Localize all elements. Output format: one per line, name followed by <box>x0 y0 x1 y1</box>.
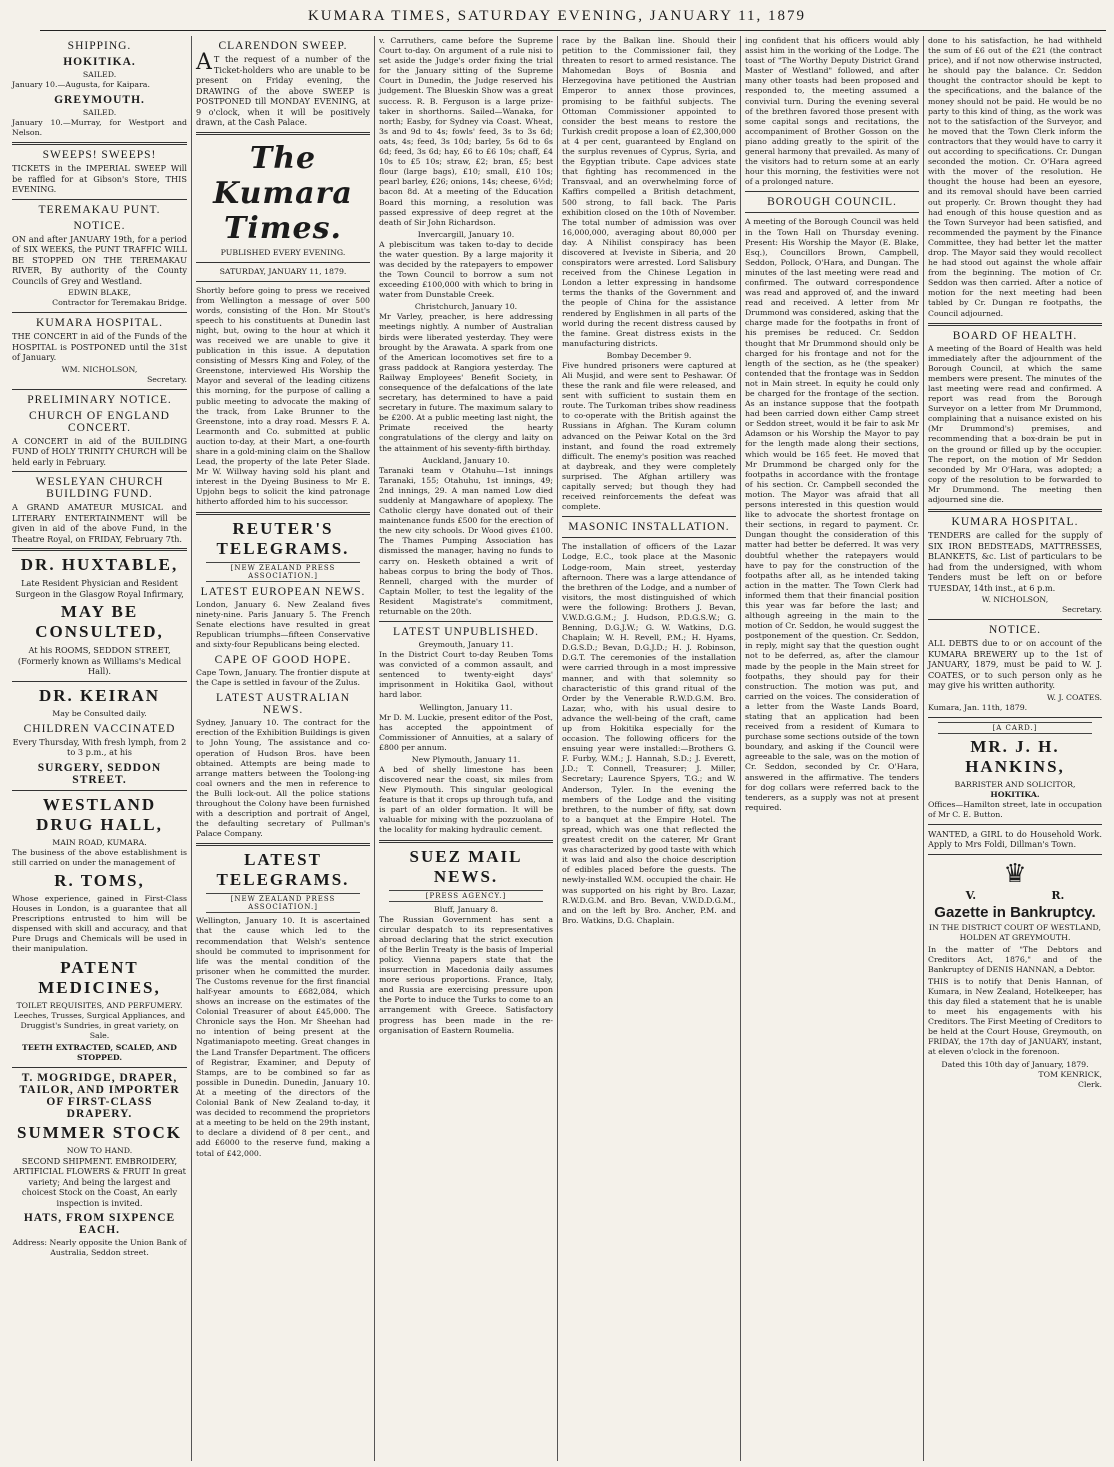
hospital-heading: KUMARA HOSPITAL. <box>36 317 163 330</box>
patent-subheading: TOILET REQUISITES, AND PERFUMERY. <box>16 1000 183 1010</box>
press-agency: [PRESS AGENCY.] <box>389 890 543 902</box>
mogridge-heading: T. MOGRIDGE, DRAPER, TAILOR, AND IMPORTER OF FIRST-CLASS DRAPERY. <box>19 1071 180 1120</box>
royal-crest-icon: ♛ <box>1003 858 1027 889</box>
column-3 <box>374 36 557 1461</box>
column-5 <box>740 36 923 1461</box>
column-6 <box>923 36 1106 1461</box>
wesleyan-heading: WESLEYAN CHURCH BUILDING FUND. <box>35 476 164 501</box>
vaccination-text: Every Thursday, With fresh lymph, from 2 to 3 p.m., at his <box>12 736 187 758</box>
australian-news-text: Sydney, January 10. The contract for the erection of the Exhibition Buildings is given to John Young, The assistance and co-operation of Hudson Bros. have been obtained. Attempts are being made to arrange matters between the Toolong-ing coal owners and the men in reference to the Bulli lock-out. All the police stations throughout the Colony have been furnished with a description and portrait of Angel, the defaulting secretary of Pullman's Palace Company. <box>196 718 370 839</box>
divider <box>12 199 187 200</box>
council-continued: done to his satisfaction, he had withheld the sum of £6 out of the £21 (the contract price), and if not now otherwise instructed, he should pay the balance. Cr. Seddon thought the contractor should be kept to the specifications, and the balance of the money should not be paid. He would be no party to this kind of thing, as the work was not to the satisfaction of the Surveyor, and he moved that the Town Clerk inform the contractors that they would have to carry it out according to specifications. Cr. Dungan seconded the motion. Cr. O'Hara agreed with the mover of the resolution. He thought the house had been an eyesore, and its removal should have been carried out properly. Cr. Brown thought they had had enough of this house question and as the Town Surveyor had been satisfied, and recommended the payment by the Finance Committee, they had better let the matter drop. The Mayor said they would recollect he had stood out against the whole affair from the beginning. The motion of Cr. Seddon was then carried. After a notice of motion for the next meeting had been tabled by Cr. Dungan re footpaths, the Council adjourned. <box>928 36 1102 318</box>
tenders-signature-title: Secretary. <box>1061 605 1102 615</box>
reuters-heading: REUTER'S TELEGRAMS. <box>216 518 350 558</box>
card-label: [A CARD.] <box>938 722 1092 734</box>
divider <box>745 212 919 213</box>
hankins-name: MR. J. H. HANKINS, <box>965 736 1065 776</box>
summer-stock-heading: SUMMER STOCK <box>17 1122 182 1142</box>
huxtable-name: DR. HUXTABLE, <box>20 555 179 575</box>
masonic-text: The installation of officers of the Lazar Lodge, E.C., took place at the Masonic Lodge-room, Main street, yesterday afternoon. There was a large attendance of the brethren of the Lodge, and a number of visitors, the most distinguished of which were the following: Brothers J. Bevan, V.W.D.G.G.M.; J. Hudson, P.D.G.S.W.; G. Benning, D.G.J.W.; G. W. Watkins, D.G. Chaplain; W. H. Revell, P.M.; H. Hyams, D.G.S.D.; Bevan, D.G.J.D.; H. J. Robinson, D.G.T. The ceremonies of the installation were carried through in a most impressive manner, and with that solemnity so characteristic of this grand ritual of the Order by the Venerable R.W.D.G.M. Bro. Lazar, who, with his usual desire to advance the well-being of the craft, came up from Hokitika especially for the occasion. The following officers for the ensuing year were installed:—Brothers G. F. Furby, W.M.; J. Hannah, S.D.; J. Everett, J.D.; T. Connell, Treasurer; J. Miller, Secretary; Laurence Spyers, T.G.; and W. Anderson, Tyler. In the evening the members of the Lodge and the visiting brethren, to the number of fifty, sat down to a banquet at the Empire Hotel. The spread, which was one that reflected the greatest credit on the caterer, Mr Grant was characterized by good taste with which it was laid and also the choice description of edibles placed before the guests. The newly-installed W.M. occupied the chair. He was supported on his right by Bro. Lazar, R.W.D.G.M. and Bro. Bevan, V.W.D.D.G.M., and on the left by Bro. Ancher, P.M. and Bro. Watkins, D.G. Chaplain. <box>562 542 736 925</box>
press-association: [NEW ZEALAND PRESS ASSOCIATION.] <box>206 562 360 582</box>
consulted-heading: MAY BE CONSULTED, <box>35 602 164 642</box>
board-of-health-text: A meeting of the Board of Health was held immediately after the adjournment of the Borough Council, at which the same members were present. The minutes of the last meeting were read and confirmed. A report was read from the Borough Surveyor on a letter from Mr Drummond, complaining that a nuisance existed on his (Mr Drummond's) premises, and recommending that a box-drain be put in on the ground or filled up by the occupier. The report, on the motion of Mr Seddon seconded by Mr O'Hara, was adopted; a copy of the resolution to be forwarded to Mr Drummond. The meeting then adjourned sine die. <box>928 343 1102 505</box>
plymouth-dateline: New Plymouth, January 11. <box>411 754 521 764</box>
auckland-text: Taranaki team v Otahuhu—1st innings Taranaki, 155; Otahuhu, 1st innings, 49; 2nd innings, 29. A man named Low died suddenly at Mangawhare of apoplexy. The Catholic clergy have donated out of their maintenance funds £500 for the erection of the new city schools. Dr Wood gives £100. The Thames Pumping Association has dismissed the manager, having no funds to carry on. Hesketh obtained a writ of habeas corpus to bring the body of Thos. Rennell, charged with the murder of Captain Moller, to test the legality of the Resident Magistrate's commitment, returnable on the 20th. <box>379 465 553 616</box>
divider <box>196 281 370 282</box>
suez-text: The Russian Government has sent a circular despatch to its representatives abroad declaring that the strict execution of the Berlin Treaty is the basis of Imperial policy. Vienna papers state that the insurrection in Macedonia daily assumes more serious proportions. France, Italy, and Russia are exercising pressure upon the Porte to induce the Turks to come to an arrangement with Greece. Satisfactory progress has been made in the re-organisation of Eastern Roumelia. <box>379 914 553 1035</box>
patent-heading: PATENT MEDICINES, <box>38 957 161 997</box>
cape-heading: CAPE OF GOOD HOPE. <box>214 654 352 667</box>
latest-telegrams-heading: LATEST TELEGRAMS. <box>216 850 350 890</box>
christchurch-dateline: Christchurch, January 10. <box>414 302 518 312</box>
auckland-dateline: Auckland, January 10. <box>422 455 510 465</box>
suez-continued: race by the Balkan line. Should their petition to the Commissioner fail, they threaten to resort to armed resistance. The Mahomedan Boys of Bosnia and Herzegovina have petitioned the Austrian Emperor to annex those provinces, promising to be faithful subjects. The Ottoman Commissioner appointed to consider the best means to restore the Turkish credit propose a loan of £2,300,000 at 4 per cent, guaranteed by England on the surplus revenues of Cyprus, Syria, and the Egyptian tribute. Cape advices state that fighting has recommenced in the Transvaal, and an overwhelming force of Kaffirs compelled a British detachment, 500 strong, to fall back. The Paris exhibition closed on the 10th of November. The total number of admission was over 16,000,000, averaging about 80,000 per day. A Nihilist conspiracy has been discovered at Iveviste in Siberia, and 20 conspirators were arrested. Lord Salisbury received from the Chinese Legation in London a letter expressing in handsome terms the thanks of the Government and the people of China for the assistance rendered by Englishmen in all parts of the world during the recent distress caused by the famine. Great distress exists in the manufacturing districts. <box>562 36 736 348</box>
kenrick-title: Clerk. <box>1077 1079 1102 1089</box>
punt-notice: ON and after JANUARY 19th, for a period of SIX WEEKS, the PUNT TRAFFIC WILL BE STOPPED ON THE TEREMAKAU RIVER, By authority of the County Councils of Grey and Westland. <box>12 233 187 286</box>
divider <box>12 548 187 551</box>
toms-text: Whose experience, gained in First-Class Houses in London, is a guarantee that all Prescriptions entrusted to him will be dispensed with skill and accuracy, and that Pure Drugs and Chemicals will be used in their manipulation. <box>12 893 187 954</box>
masonic-continued: ing confident that his officers would ably assist him in the working of the Lodge. The toast of "The Worthy Deputy District Grand Master of Westland" followed, and after many other toasts had been proposed and responded to, the meeting assumed a convivial turn. During the evening several of the brethren favored those present with some capital songs and recitations, the accompaniment of Brother Gosson on the piano adding greatly to the spirit of the general harmony that prevailed. As many of the visitors had to return some at an early hour this morning, the festivities were not of a prolonged nature. <box>745 36 919 187</box>
prelim-heading: PRELIMINARY NOTICE. <box>27 393 172 406</box>
sailed-label: SAILED. <box>82 108 117 118</box>
summer-stock-subheading: NOW TO HAND. <box>66 1145 133 1155</box>
divider <box>12 389 187 390</box>
coates-date: Kumara, Jan. 11th, 1879. <box>928 702 1028 712</box>
divider <box>12 312 187 313</box>
telegrams-continued: v. Carruthers, came before the Supreme Court to-day. On argument of a rule nisi to set aside the Judge's order fixing the trial for the January sitting of the Supreme Court in Dunedin, the Judge reserved his judgement. The Blueskin Show was a great success. R. B. Ferguson is a large prize-taker in shorthorns. Sailed—Wanaka, for north; Easby, for Sydney via Coast. Wheat, 3s and 9d to 4s; fowls' feed, 3s to 3s 6d; oats, 4s; feed, 3s 10d; barley, 5s 6d to 6s 6d; feed, 3s 6d; hay, £6 to £6 10s; chaff, £4 10s to £5 10s; straw, £2; bran, £5; best flour (large bags), £10; small, £10 10s; pearl barley, £26; onions, 14s; cheese, 6½d; bacon 8d. At a meeting of the Education Board this morning, a resolution was passed expressive of deep regret at the death of Sir John Richardson. <box>379 36 553 227</box>
borough-council-heading: BOROUGH COUNCIL. <box>767 196 897 209</box>
bankruptcy-date: Dated this 10th day of January, 1879. <box>941 1059 1089 1069</box>
divider <box>562 516 736 517</box>
huxtable-address: At his ROOMS, SEDDON STREET, (Formerly known as Williams's Medical Hall). <box>17 645 182 677</box>
wellington-dateline: Wellington, January 11. <box>419 702 513 712</box>
vaccination-heading: CHILDREN VACCINATED <box>23 722 176 735</box>
patent-text: Leeches, Trusses, Surgical Appliances, and Druggist's Sundries, in great variety, on Sale. <box>13 1010 186 1040</box>
board-of-health-heading: BOARD OF HEALTH. <box>952 329 1078 342</box>
sailed-label: SAILED. <box>82 70 117 79</box>
unpublished-heading: LATEST UNPUBLISHED. <box>393 626 539 639</box>
shipping-heading: SHIPPING. <box>67 40 132 52</box>
hospital-signature: WM. NICHOLSON, <box>61 364 138 374</box>
divider <box>379 840 553 843</box>
divider <box>562 537 736 538</box>
hospital-signature-title: Secretary. <box>146 374 187 384</box>
divider <box>196 262 370 263</box>
press-association: [NEW ZEALAND PRESS ASSOCIATION.] <box>206 893 360 913</box>
divider <box>12 681 187 682</box>
hospital-tenders: TENDERS are called for the supply of SIX IRON BEDSTEADS, MATTRESSES, BLANKETS, &c. List of particulars to be had from the undersigned, with whom Tenders must be left on or before TUESDAY, 14th inst., at 6 p.m. <box>928 530 1102 593</box>
divider <box>928 717 1102 718</box>
bombay-text: Five hundred prisoners were captured at Ali Musjid, and were sent to Peshawar. Of these the rank and file were released, and sent with sufficient to sustain them en route. The Turkoman tribes show readiness to co-operate with the British against the Russians in Afghan. The Kuram column advanced on the Peiwar Kotal on the 3rd instant, and found the road extremely difficult. The enemy's position was reached at daybreak, and they were completely surprised. The Afghan artillery was capitally served; but though they had received reinforcements the defeat was complete. <box>562 360 736 512</box>
kumara-hospital-heading: KUMARA HOSPITAL. <box>951 516 1079 529</box>
crest-v: V. <box>965 888 977 902</box>
divider <box>745 191 919 192</box>
suez-heading: SUEZ MAIL NEWS. <box>409 846 523 886</box>
divider <box>379 621 553 622</box>
kenrick-signature: TOM KENRICK, <box>1038 1069 1102 1079</box>
masonic-heading: MASONIC INSTALLATION. <box>568 521 730 534</box>
editorial-text: Shortly before going to press we received from Wellington a message of over 500 words, consisting of the Hon. Mr Stout's speech to his constituents at Dunedin last night, but, owing to the hour at which it was received we are unable to give it publication in this issue. A deputation consisting of Messrs King and Foley, of the Greenstone, interviewed His Worship the Mayor and several of the leading citizens this morning, for the purpose of calling a public meeting to advocate the making of the track, from Lake Brunner to the Greenstone, into a dray road. Messrs F. A. Learmonth and Co. submitted at public auction to-day, at their Mart, a one-fourth share in a gold-mining claim on the Shallow Lead, the property of the late Peter Slade. Mr W. Willway having sold his plant and interest in the Dyeing Business to Mr E. Upjohn begs to solicit the kind patronage hitherto afforded him to his successor. <box>196 285 370 507</box>
column-4 <box>557 36 740 1461</box>
brewery-notice-heading: NOTICE. <box>988 624 1042 637</box>
divider <box>12 1067 187 1068</box>
wesleyan-notice: A GRAND AMATEUR MUSICAL and LITERARY ENTERTAINMENT will be given in aid of the above Fund, in the Theatre Royal, on FRIDAY, February 7th. <box>12 502 187 544</box>
toms-name: R. TOMS, <box>54 870 145 890</box>
wanted-ad: WANTED, a GIRL to do Household Work. Apply to Mrs Foldi, Dillman's Town. <box>928 828 1102 850</box>
divider <box>12 142 187 145</box>
mogridge-address: Address: Nearly opposite the Union Bank of Australia, Seddon street. <box>12 1238 187 1258</box>
divider <box>928 323 1102 326</box>
bankruptcy-text: THIS is to notify that Denis Hannan, of Kumara, in New Zealand, Hotelkeeper, has this day filed a statement that he is unable to meet his engagements with his Creditors. The First Meeting of Creditors to be held at the Court House, Greymouth, on FRIDAY, the 17th day of JANUARY, instant, at eleven o'clock in the forenoon. <box>928 976 1102 1057</box>
divider <box>196 132 370 135</box>
hankins-office: Offices—Hamilton street, late in occupation of Mr C. E. Button. <box>928 799 1102 819</box>
latest-telegrams-text: Wellington, January 10. It is ascertained that the cause which led to the recommendation that Welsh's sentence should be commuted to imprisonment for life was the mental condition of the prisoner when he committed the murder. The Customs revenue for the first financial half-year amounts to £682,084, which shows an increase on the estimates of the Colonial Treasurer of about £45,000. The Chronicle says the Hon. Mr Sheehan had no intention of being present at the Ngatimaniapoto meeting. Great changes in the Land Transfer Department. The officers of Registrar, Examiner, and Deputy of Stamps, are to be combined so far as possible in Dunedin. Dunedin, January 10. At a meeting of the directors of the Colonial Bank of New Zealand to-day, it was decided to recommend the proprietors at a meeting to be held on the 29th instant, to declare a dividend of 8 per cent., and add £6000 to the reserve fund, making a total of £42,000. <box>196 916 370 1158</box>
european-news-text: London, January 6. New Zealand fives ninety-nine. Paris January 5. The French Senate elections have resulted in great Republican triumphs—fifteen Conservative and sixty-four Republicans being elected. <box>196 599 370 649</box>
keiran-text: May be Consulted daily. <box>52 708 147 718</box>
published-line: PUBLISHED EVERY EVENING. <box>220 247 346 257</box>
drug-hall-heading: WESTLAND DRUG HALL, <box>36 794 163 834</box>
gazette-heading: Gazette in Bankruptcy. <box>934 903 1096 921</box>
greymouth-shipping: January 10.—Murray, for Westport and Nelson. <box>12 118 187 138</box>
column-2 <box>191 36 374 1461</box>
cape-text: Cape Town, January. The frontier dispute at the Cape is settled in favour of the Zulus. <box>196 668 370 688</box>
greymouth-dateline: Greymouth, January 11. <box>418 640 514 650</box>
bombay-dateline: Bombay December 9. <box>606 350 692 360</box>
divider <box>928 824 1102 825</box>
divider <box>196 843 370 846</box>
punt-heading: TEREMAKAU PUNT. <box>38 203 161 216</box>
hankins-place: HOKITIKA. <box>990 789 1040 799</box>
column-1 <box>8 36 191 1461</box>
dateline: SATURDAY, JANUARY 11, 1879. <box>219 266 347 276</box>
divider <box>196 512 370 515</box>
court-heading: IN THE DISTRICT COURT OF WESTLAND, HOLDEN AT GREYMOUTH. <box>929 922 1101 942</box>
divider <box>928 854 1102 855</box>
teeth-text: TEETH EXTRACTED, SCALED, AND STOPPED. <box>22 1042 177 1062</box>
tenders-signature: W. NICHOLSON, <box>981 595 1049 605</box>
huxtable-credentials: Late Resident Physician and Resident Surgeon in the Glasgow Royal Infirmary, <box>15 578 184 599</box>
sweeps-ad: TICKETS in the IMPERIAL SWEEP Will be raffled for at Gibson's Store, THIS EVENING. <box>12 163 187 195</box>
notice-heading: NOTICE. <box>73 219 126 232</box>
surgery-address: SURGERY, SEDDON STREET. <box>37 761 162 786</box>
divider <box>928 509 1102 512</box>
sweeps-heading: SWEEPS! SWEEPS! <box>42 149 157 162</box>
christchurch-text: Mr Varley, preacher, is here addressing meetings nightly. A number of Australian birds were liberated yesterday. They were brought by the Arawata. A spark from one of the American locomotives set fire to a grass paddock at Rangiora yesterday. The Railway Employees' Benefit Society, in consequence of the defalcations of the late secretary, has determined to have a paid secretary in future. The maximum salary to be £200. At a public meeting last night, the Primate received the hearty congratulations of the clergy and laity on the attainment of his seventy-fifth birthday. <box>379 312 553 453</box>
masthead-rule <box>40 30 1106 31</box>
greymouth-text: In the District Court to-day Reuben Toms was convicted of a common assault, and sentenced to twenty-eight days' imprisonment in Hokitika Gaol, without hard labor. <box>379 650 553 700</box>
columns <box>8 36 1108 1461</box>
masthead: KUMARA TIMES, SATURDAY EVENING, JANUARY 11, 1879 <box>307 8 807 24</box>
divider <box>928 619 1102 620</box>
clarendon-sweep-text: AT the request of a number of the Ticket-holders who are unable to be present on Friday evening, the DRAWING of the above SWEEP is POSTPONED till MONDAY EVENING, at 9 o'clock, when it will be positively drawn, at the Cash Palace. <box>196 50 370 127</box>
drug-hall-address: MAIN ROAD, KUMARA. <box>52 837 147 847</box>
greymouth-heading: GREYMOUTH. <box>54 94 145 107</box>
borough-council-text: A meeting of the Borough Council was held in the Town Hall on Thursday evening. Present: His Worship the Mayor (E. Blake, Esq.), Councillors Brown, Campbell, Seddon, Pollock, O'Hara, and Dungan. The minutes of the last meeting were read and confirmed. The outward correspondence was read and approved of, and the inward read and received. A letter from Mr Drummond was considered, asking that the charge made for the footpaths in front of his premises be reduced. Cr. Seddon thought that Mr Drummond should only be charged for his frontage and not for the length of the section, as he (the speaker) contended that the frontage was in Seddon not in Main street. In equity he could only be charged for the frontage of the section. As an instance suppose that the footpath had been carried down either Camp street or Seddon street, would it be fair to ask Mr Adamson or his Worship the Mayor to pay for the length made along their sections, which would be 165 feet. He moved that Mr Drummond be charged only for the footpaths in accordance with the frontage of his section. Cr. Campbell seconded the motion. The Mayor was afraid that all persons interested in this question would like to advocate the shortest frontage on their sections, in regard to payment. Cr. Dungan thought the consideration of this matter had better be deferred. It was very doubtful whether the ratepayers would have to pay for the construction of the footpaths after all, as he intended taking action in the matter. The Town Clerk had informed them that their financial position this year was far before the last; and although agreeing in the main to the motion of Cr. Seddon, he would suggest the postponement of the question. Cr. Seddon, in reply, might say that the question ought not to be deferred, as, after the clamour made by the people in the Main street for footpaths, they should pay for their construction. The motion was put, and carried on the voices. The consideration of a letter from the Waste Lands Board, stating that an application had been received from a resident of Kumara to purchase some sections outside of the town boundary, and asking if the Council were agreeable to the sale, was on the motion of Cr. Seddon, seconded by Cr. O'Hara, answered in the affirmative. The tenders for dog collars were referred back to the tenderers, as a supply was not at present required. <box>745 217 919 812</box>
hankins-title: BARRISTER AND SOLICITOR, <box>954 779 1076 789</box>
church-heading: CHURCH OF ENGLAND CONCERT. <box>29 409 170 434</box>
brewery-notice-text: ALL DEBTS due to or on account of the KUMARA BREWERY up to the 1st of JANUARY, 1879, must be paid to W. J. COATES, or to such person only as he may give his written authority. <box>928 638 1102 691</box>
punt-signature: EDWIN BLAKE, <box>68 288 131 298</box>
hokitika-heading: HOKITIKA. <box>63 56 136 68</box>
divider <box>12 790 187 791</box>
european-news-heading: LATEST EUROPEAN NEWS. <box>200 585 366 598</box>
australian-news-heading: LATEST AUSTRALIAN NEWS. <box>215 692 351 717</box>
invercargill-text: A plebiscitum was taken to-day to decide the water question. By a large majority it was decided by the ratepayers to empower the Town Council to borrow a sum not exceeding £100,000 with which to bring in water from Dunstable Creek. <box>379 239 553 300</box>
drug-hall-text: The business of the above establishment is still carried on under the management of <box>12 847 187 867</box>
paper-title: The Kumara Times. <box>213 140 353 246</box>
crest-r: R. <box>1051 888 1065 902</box>
clarendon-sweep-heading: CLARENDON SWEEP. <box>218 40 348 52</box>
bluff-dateline: Bluff, January 8. <box>434 904 498 914</box>
invercargill-dateline: Invercargill, January 10. <box>417 229 515 239</box>
punt-signature-title: Contractor for Teremakau Bridge. <box>52 298 187 308</box>
crest-initials <box>928 889 1102 902</box>
summer-stock-text: SECOND SHIPMENT. EMBROIDERY, ARTIFICIAL FLOWERS & FRUIT In great variety; And being the largest and choicest Stock on the Coast, An early inspection is invited. <box>13 1155 186 1208</box>
coates-signature: W. J. COATES. <box>1046 692 1102 702</box>
wellington-text: Mr D. M. Luckie, present editor of the Post, has accepted the appointment of Commissioner of Annuities, at a salary of £800 per annum. <box>379 712 553 752</box>
bankruptcy-matter: In the matter of "The Debtors and Creditors Act, 1876," and of the Bankruptcy of DENIS HANNAN, a Debtor. <box>928 944 1102 974</box>
hats-text: HATS, FROM SIXPENCE EACH. <box>23 1212 176 1237</box>
keiran-name: DR. KEIRAN <box>38 685 161 705</box>
hospital-notice: THE CONCERT in aid of the Funds of the HOSPITAL is POSTPONED until the 31st of January. <box>12 331 187 363</box>
plymouth-text: A bed of shelly limestone has been discovered near the coast, six miles from New Plymouth. This singular geological feature is that it crops up through tufa, and is part of an older formation. It will be valuable for mixing with the pozzuolana of the locality for making hydraulic cement. <box>379 764 553 835</box>
hokitika-shipping: January 10.—Augusta, for Kaipara. <box>12 80 150 89</box>
church-notice: A CONCERT in aid of the BUILDING FUND of HOLY TRINITY CHURCH will be held early in February. <box>12 435 188 467</box>
divider <box>12 471 187 472</box>
